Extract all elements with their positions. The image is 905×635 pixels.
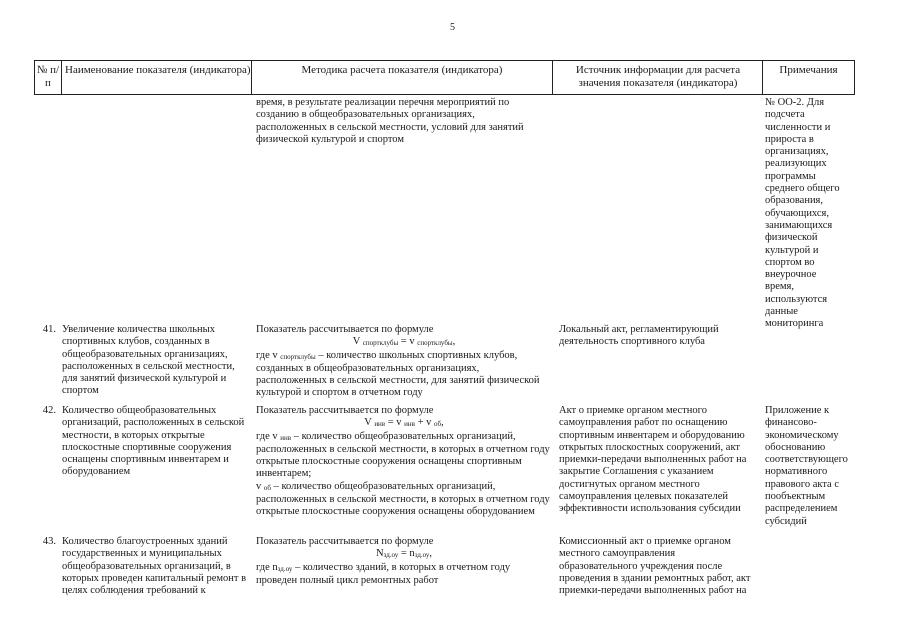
- cont-notes: № ОО-2. Для подсчета численности и прироста в организациях, реализующих программы среднего общего образования, обучающихся, занимающихся физической культурой и спортом во внеурочное время, используются данные мониторинга: [765, 97, 840, 330]
- table-top-border: [34, 60, 855, 61]
- row42-formula: V $_{инв}$ = v $_{инв}$ + v $_{об}$,: [364, 417, 444, 429]
- row41-method-intro: Показатель рассчитывается по формуле: [256, 324, 434, 335]
- row43-num: 43.: [42, 536, 56, 547]
- row43-source: Комиссионный акт о приемке органом местного самоуправления образовательного учреждения после проведения в здании ремонтных работ, акт приемки-передачи выполненных работ на: [559, 536, 751, 597]
- row43-method-intro: Показатель рассчитывается по формуле: [256, 536, 434, 547]
- row42-name: Количество общеобразовательных организаций, расположенных в сельской местности, в которых открытые плоскостные спортивные сооружения оснащены спортивным инвентарем и оборудованием: [62, 405, 245, 478]
- header-source: Источник информации для расчета значения показателя (индикатора): [575, 64, 741, 89]
- col-border-0: [34, 60, 35, 95]
- row42-notes: Приложение к финансово-экономическому обоснованию соответствующего нормативного правового акта с пообъектным распределением субсидий: [765, 405, 848, 527]
- row42-where-2: v $_{об}$ – количество общеобразовательных организаций, расположенных в сельской местности, в которых в отчетном году открытые плоскостные сооружения оснащены оборудованием: [256, 480, 550, 518]
- row41-name: Увеличение количества школьных спортивных клубов, созданных в общеобразовательных организациях, расположенных в сельской местности, для занятий физической культурой и спортом: [62, 324, 235, 397]
- row41-source: Локальный акт, регламентирующий деятельность спортивного клуба: [559, 324, 719, 348]
- col-border-3: [552, 60, 553, 95]
- row41-formula: V $_{спортклубы}$ = v $_{спортклубы}$,: [352, 336, 456, 348]
- row41-num: 41.: [42, 324, 56, 335]
- header-method: Методика расчета показателя (индикатора): [301, 64, 503, 76]
- row42-where-1: где v $_{инв}$ – количество общеобразовательных организаций, расположенных в сельской местности, в которых в отчетном году открытые плоскостные сооружения оснащены спортивным инвентарем;: [256, 430, 550, 480]
- col-border-5: [854, 60, 855, 95]
- row42-num: 42.: [42, 405, 56, 416]
- row42-method: [256, 405, 552, 519]
- row43-formula: $N_{зд.оу} = n_{зд.оу}$,: [375, 548, 432, 560]
- row41-method: [256, 324, 552, 400]
- row41-where: где v $_{спортклубы}$ – количество школьных спортивных клубов, созданных в общеобразовательных организациях, расположенных в сельской местности, для занятий физической культурой и спортом в отчетном году: [256, 349, 540, 399]
- cont-method: время, в результате реализации перечня мероприятий по созданию в общеобразовательных организациях, расположенных в сельской местности, условий для занятий физической культурой и спортом: [256, 97, 524, 145]
- row43-name: Количество благоустроенных зданий государственных и муниципальных общеобразовательных организаций, в которых проведен капитальный ремонт в целях соблюдения требований к: [62, 536, 247, 597]
- row43-where: где $n_{зд.оу}$ – количество зданий, в которых в отчетном году проведен полный цикл ремонтных работ: [256, 561, 511, 586]
- header-name: Наименование показателя (индикатора): [65, 64, 251, 76]
- row43-method: [256, 536, 552, 587]
- row42-source: Акт о приемке органом местного самоуправления работ по оснащению спортивным инвентарем и оборудованию открытых плоскостных сооружений, акт приемки-передачи выполненных работ на закрытие Соглашения с указанием достигнутых органом местного самоуправления целевых показателей эффективности использования субсидии: [559, 405, 747, 515]
- page-number: 5: [450, 22, 455, 33]
- header-num: № п/п: [36, 64, 60, 89]
- header-bottom-border: [34, 94, 855, 95]
- header-notes: Примечания: [779, 64, 838, 76]
- row42-method-intro: Показатель рассчитывается по формуле: [256, 405, 434, 416]
